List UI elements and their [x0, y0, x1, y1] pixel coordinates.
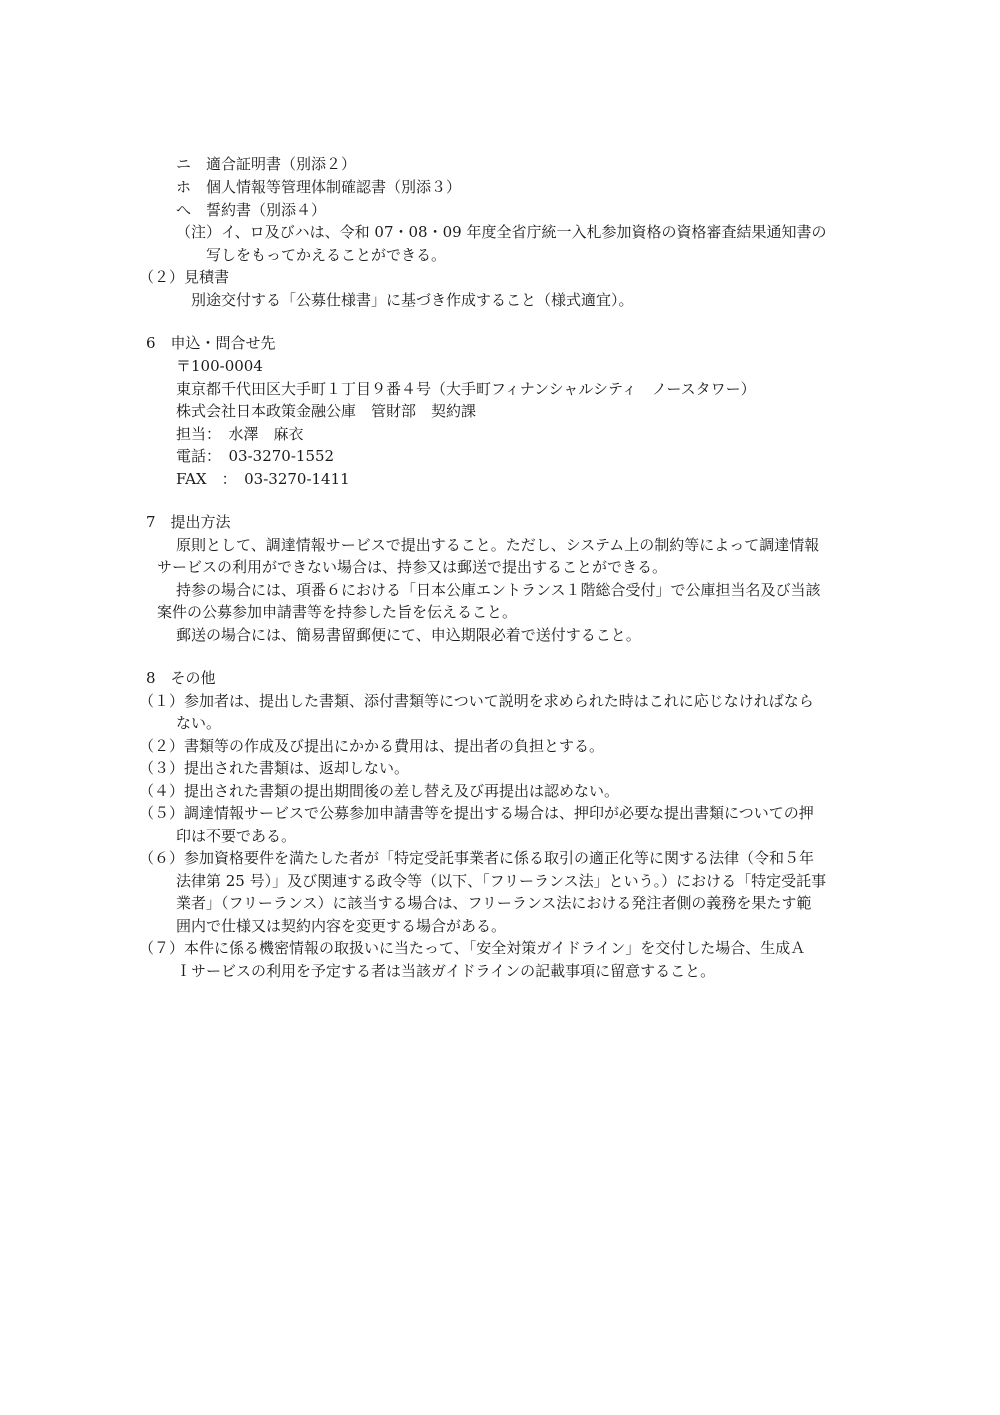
- note-line: （注）イ、ロ及びハは、令和 07・08・09 年度全省庁統一入札参加資格の資格審査結果通知書の: [176, 223, 827, 241]
- list-item: （３）提出された書類は、返却しない。: [139, 759, 410, 777]
- list-item-continuation: 業者」（フリーランス）に該当する場合は、フリーランス法における発注者側の義務を果たす範: [176, 894, 812, 912]
- paragraph-line: 案件の公募参加申請書等を持参した旨を伝えること。: [157, 603, 518, 621]
- fax-number: FAX ： 03-3270-1411: [176, 470, 350, 488]
- paragraph-line: 原則として、調達情報サービスで提出すること。ただし、システム上の制約等によって調達情報: [176, 536, 820, 554]
- item-he: へ 誓約書（別添４）: [176, 201, 327, 219]
- list-item: （５）調達情報サービスで公募参加申請書等を提出する場合は、押印が必要な提出書類についての押: [139, 804, 814, 822]
- list-item-continuation: ない。: [176, 714, 222, 732]
- list-item-continuation: 法律第 25 号）」及び関連する政令等（以下、「フリーランス法」という。）における「特定受託事: [176, 872, 827, 890]
- address: 東京都千代田区大手町１丁目９番４号（大手町フィナンシャルシティ ノースタワー）: [176, 380, 756, 398]
- section-7-heading: 7 提出方法: [146, 513, 231, 531]
- list-item: （７）本件に係る機密情報の取扱いに当たって、「安全対策ガイドライン」を交付した場合、生成Ａ: [139, 939, 806, 957]
- list-item-continuation: Ｉサービスの利用を予定する者は当該ガイドラインの記載事項に留意すること。: [176, 962, 716, 980]
- list-item-continuation: 印は不要である。: [176, 827, 297, 845]
- paragraph-line: 郵送の場合には、簡易書留郵便にて、申込期限必着で送付すること。: [176, 626, 641, 644]
- item-ni: ニ 適合証明書（別添２）: [176, 155, 357, 173]
- postal-code: 〒100-0004: [176, 357, 263, 375]
- estimate-body: 別途交付する「公募仕様書」に基づき作成すること（様式適宜）。: [191, 291, 634, 309]
- list-item: （６）参加資格要件を満たした者が「特定受託事業者に係る取引の適正化等に関する法律（令和５年: [139, 849, 815, 867]
- list-item: （２）書類等の作成及び提出にかかる費用は、提出者の負担とする。: [139, 737, 605, 755]
- list-item: （１）参加者は、提出した書類、添付書類等について説明を求められた時はこれに応じなければなら: [139, 692, 814, 710]
- paragraph-line: 持参の場合には、項番６における「日本公庫エントランス１階総合受付」で公庫担当名及び当該: [176, 581, 821, 599]
- section-8-heading: 8 その他: [146, 669, 216, 687]
- item-ho: ホ 個人情報等管理体制確認書（別添３）: [176, 178, 462, 196]
- list-item-continuation: 囲内で仕様又は契約内容を変更する場合がある。: [176, 917, 507, 935]
- organization: 株式会社日本政策金融公庫 管財部 契約課: [176, 402, 477, 420]
- section-6-heading: 6 申込・問合せ先: [146, 334, 276, 352]
- estimate-heading: （２）見積書: [139, 268, 230, 286]
- paragraph-line: サービスの利用ができない場合は、持参又は郵送で提出することができる。: [157, 558, 668, 576]
- contact-person: 担当： 水澤 麻衣: [176, 425, 304, 443]
- phone-number: 電話： 03-3270-1552: [176, 447, 335, 465]
- note-line: 写しをもってかえることができる。: [206, 246, 447, 264]
- list-item: （４）提出された書類の提出期間後の差し替え及び再提出は認めない。: [139, 782, 620, 800]
